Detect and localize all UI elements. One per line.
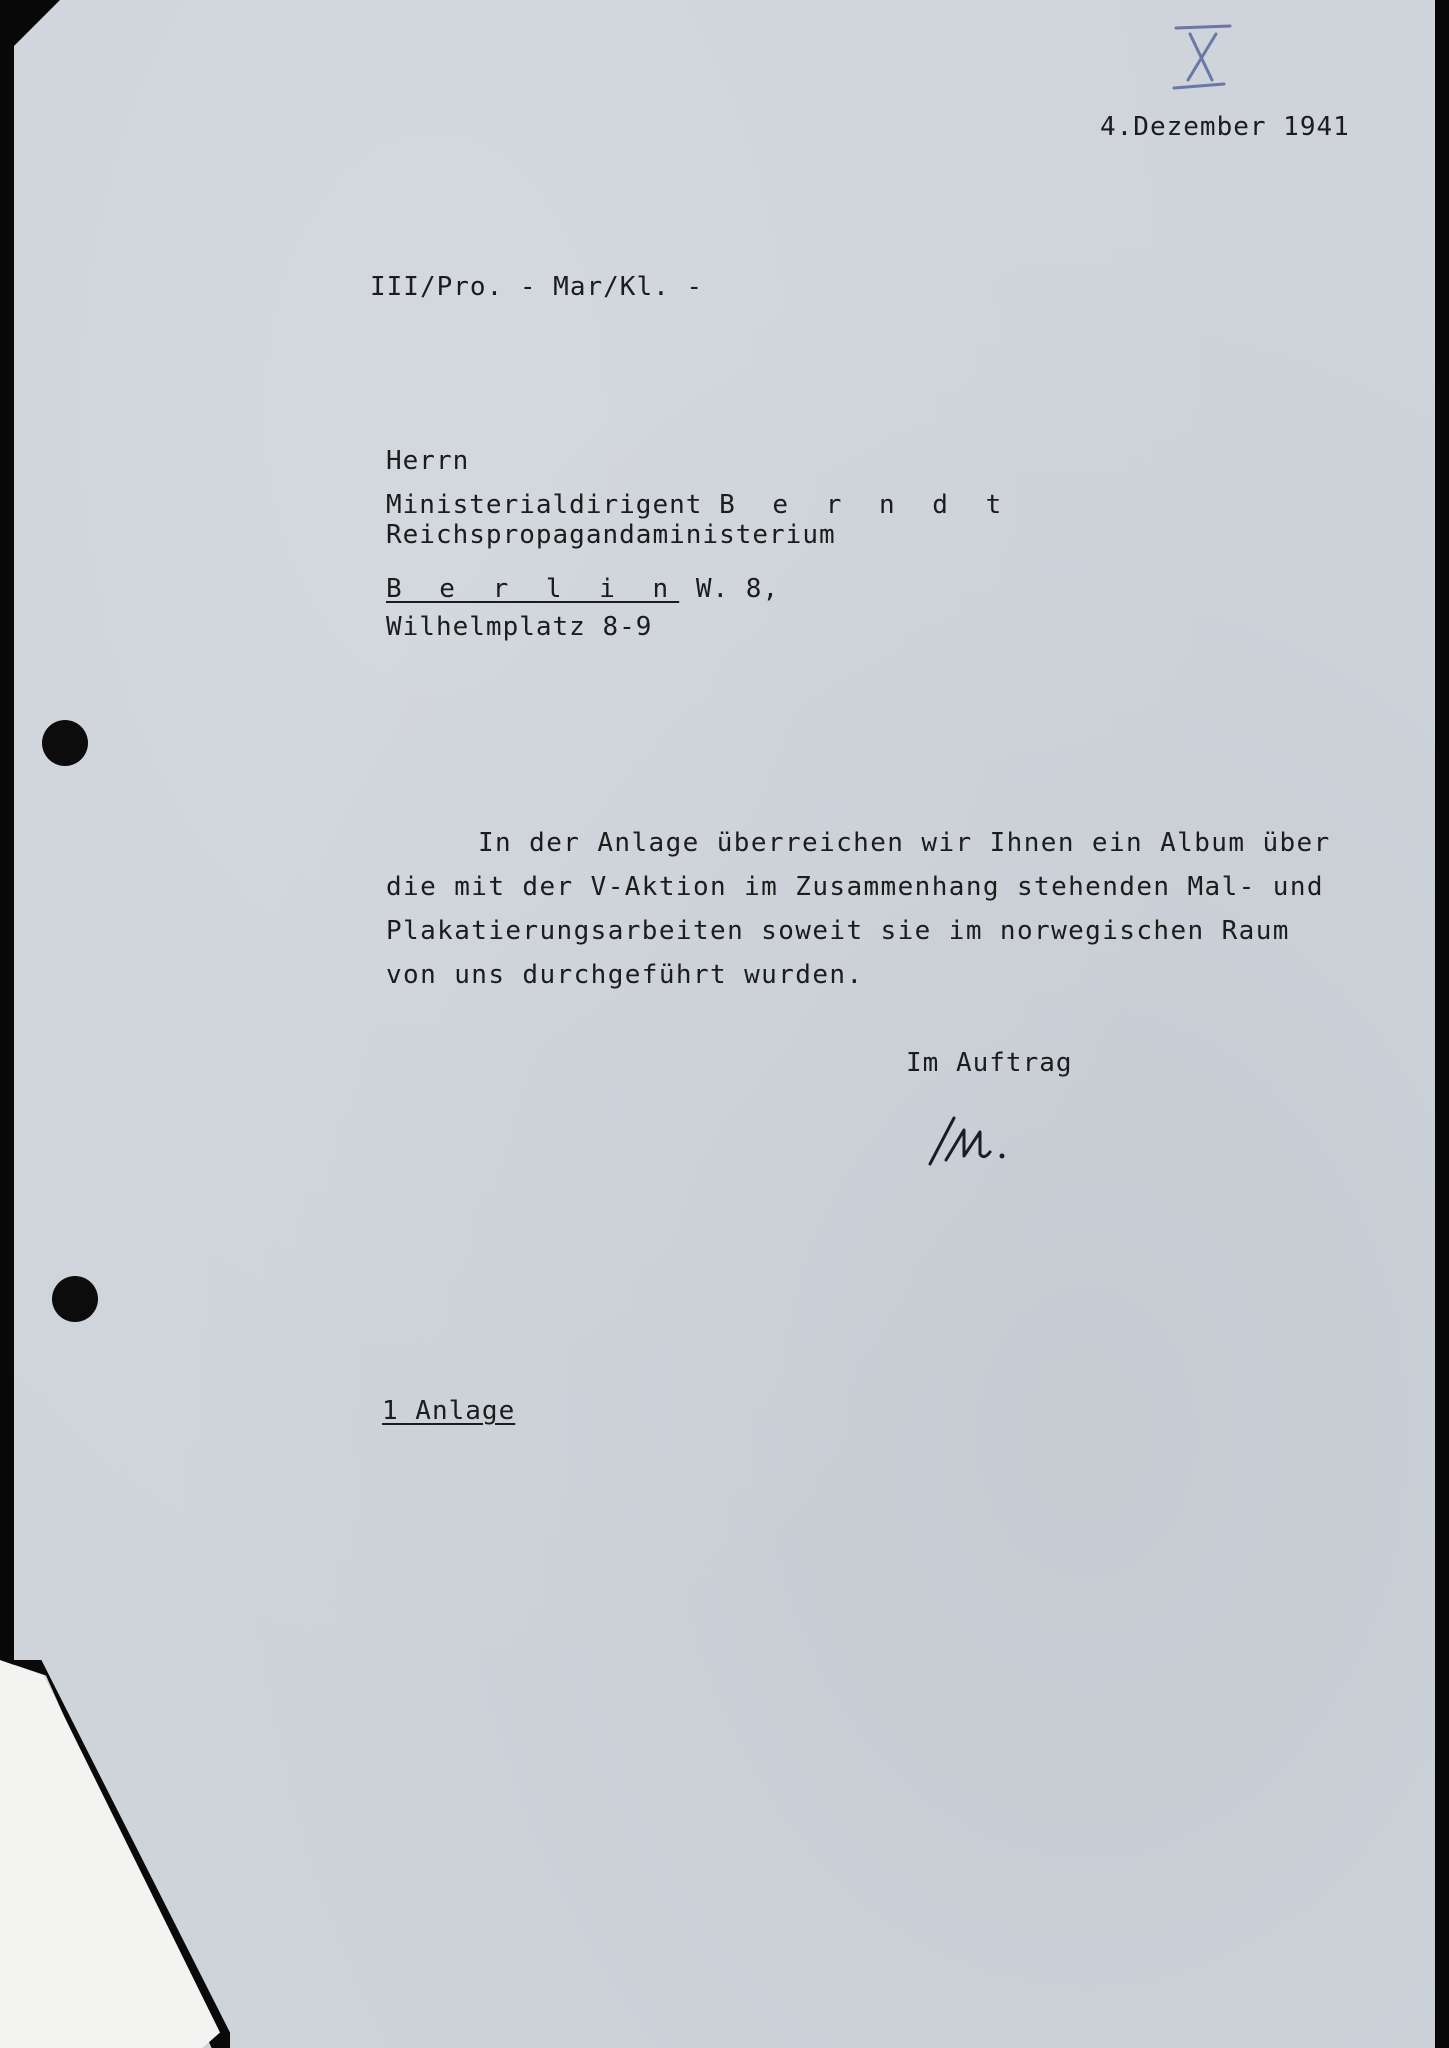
closing-phrase: Im Auftrag bbox=[906, 1048, 1073, 1078]
reference-line: III/Pro. - Mar/Kl. - bbox=[370, 272, 704, 302]
address-city-line bbox=[386, 574, 779, 604]
torn-paper-corner bbox=[0, 1660, 220, 2048]
address-street: Wilhelmplatz 8-9 bbox=[386, 612, 653, 642]
address-recipient-line bbox=[386, 490, 1012, 520]
recipient-name: B e r n d t bbox=[719, 490, 1013, 520]
address-city: B e r l i n bbox=[386, 574, 680, 604]
body-line-1: In der Anlage überreichen wir Ihnen ein Album über bbox=[478, 828, 1331, 858]
enclosure-label: 1 Anlage bbox=[382, 1396, 516, 1426]
body-line-4: von uns durchgeführt wurden. bbox=[386, 960, 864, 990]
handwritten-x-mark bbox=[1168, 22, 1238, 96]
punch-hole-lower bbox=[52, 1276, 98, 1322]
address-office: Reichspropagandaministerium bbox=[386, 520, 836, 550]
scan-right-border bbox=[1435, 0, 1449, 2048]
punch-hole-upper bbox=[42, 720, 88, 766]
scan-top-left-corner bbox=[0, 0, 60, 60]
handwritten-signature bbox=[920, 1108, 1020, 1172]
letter-date: 4.Dezember 1941 bbox=[1100, 112, 1350, 142]
body-line-2: die mit der V-Aktion im Zusammenhang stehenden Mal- und bbox=[386, 872, 1324, 902]
body-line-3: Plakatierungsarbeiten soweit sie im norwegischen Raum bbox=[386, 916, 1290, 946]
recipient-title: Ministerialdirigent bbox=[386, 490, 703, 520]
address-salutation: Herrn bbox=[386, 446, 470, 476]
address-city-suffix: W. 8, bbox=[695, 574, 780, 604]
